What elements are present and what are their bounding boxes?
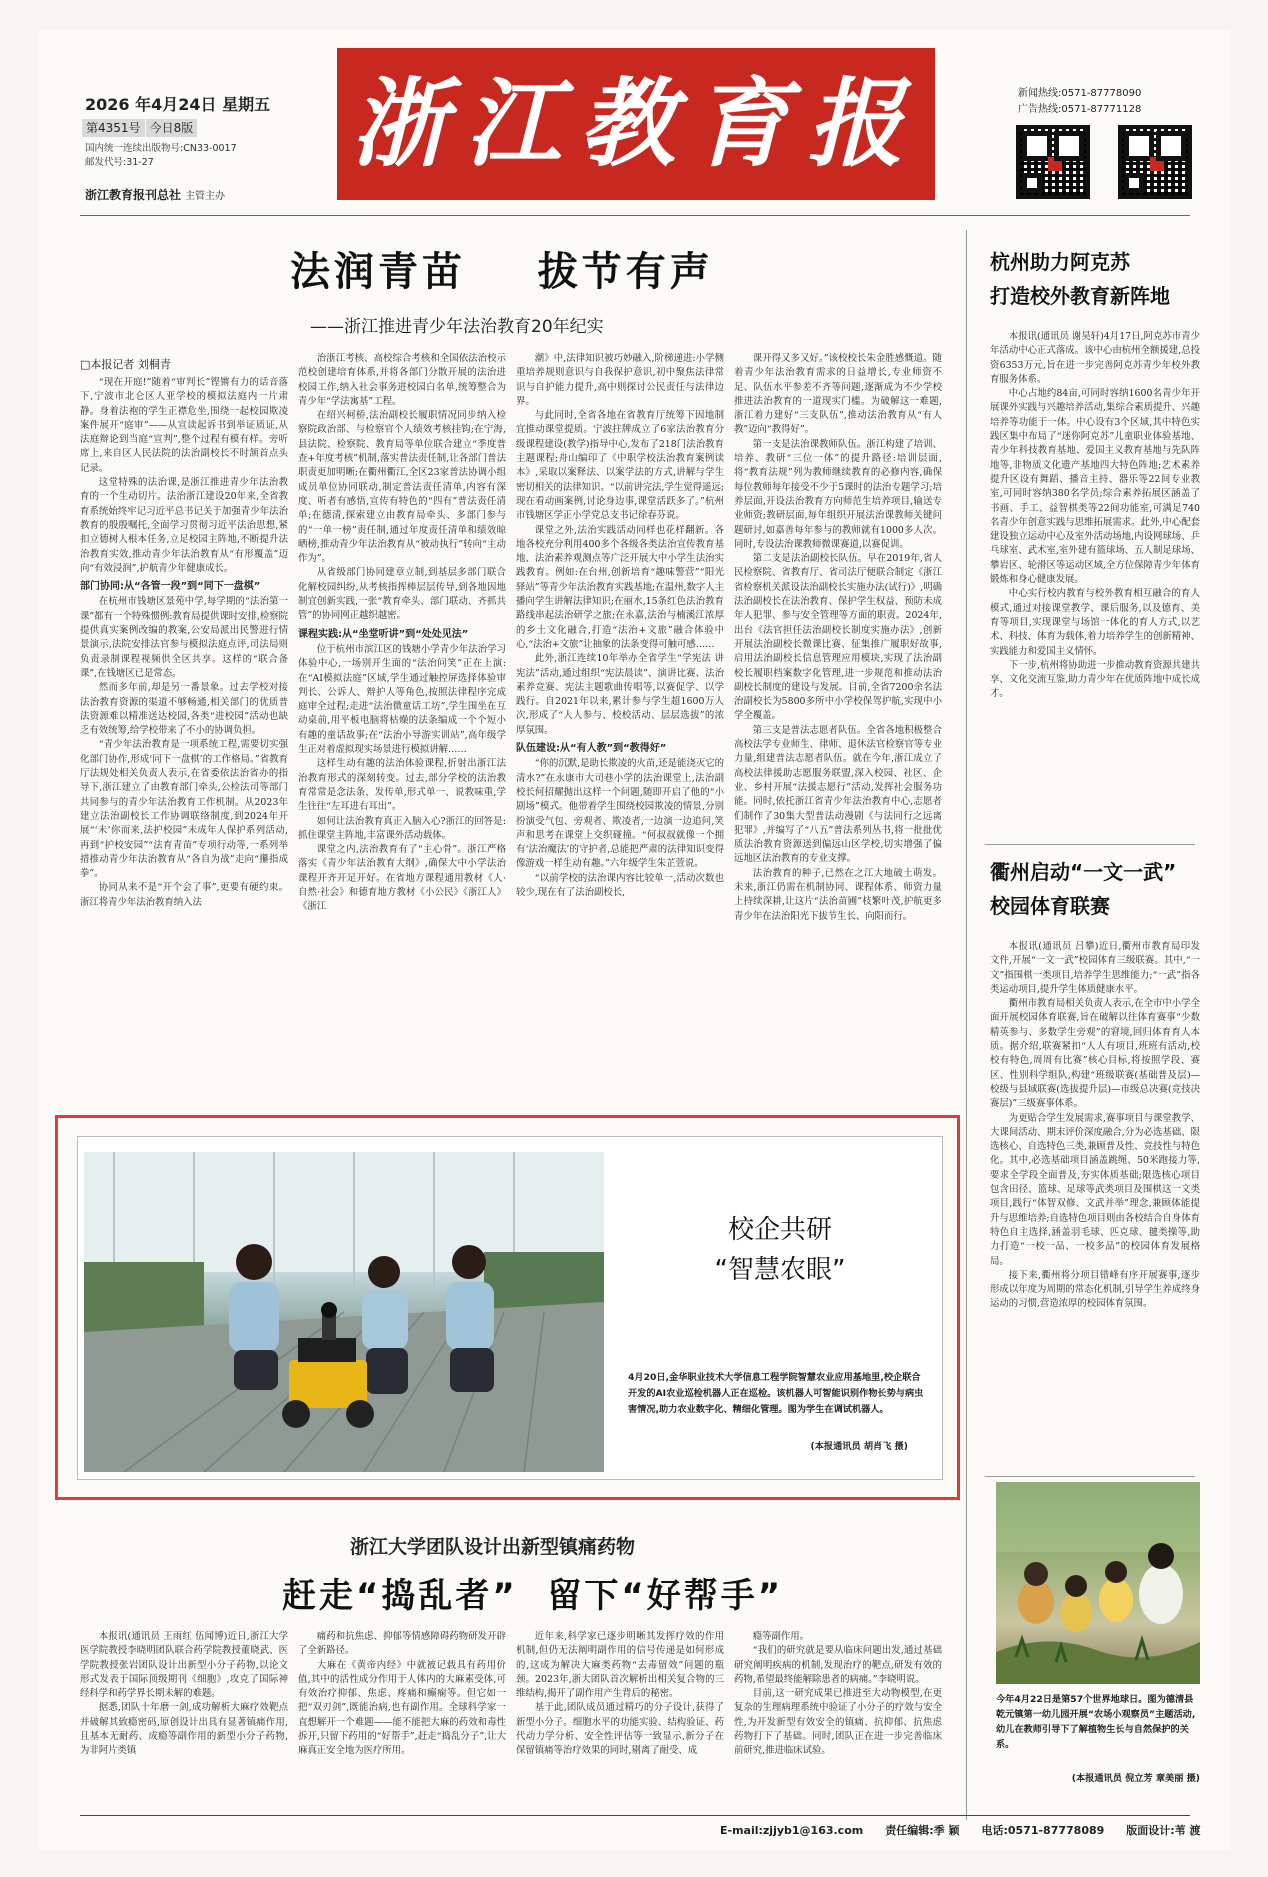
paragraph: 为更贴合学生发展需求,赛事项目与课堂教学、大课间活动、期末评价深度融合,分为必选基础、限选核心、自选特色三类,兼顾普及性、竞技性与特色化。其中,必选基础项目涵盖跳绳、50米跑接力等,要求全学段全面普及,夯实体质基础;限选核心项目包含田径、篮球、足球等武类项目及围棋这一文类项目,践行“体智双修、文武并举”理念,兼顾体能提升与思维培养;自选特色项目则由各校结合自身体育特色自主选择,涵盖羽毛球、匹克球、毽类操等,助力打造“一校一品、一校多品”的校园体育发展格局。	[990, 1112, 1200, 1267]
news-hotline: 新闻热线:0571-87778090	[1018, 88, 1142, 99]
paragraph: 接下来,衢州将分项目错峰有序开展赛事,逐步形成以年度为周期的常态化机制,引导学生养成终身运动的习惯,营造浓厚的校园体育氛围。	[990, 1269, 1200, 1310]
paragraph: 课堂之内,法治教育有了“主心骨”。浙江严格落实《青少年法治教育大纲》,确保大中小学法治课程开齐开足开好。在省地方课程通用教材《人·自然·社会》和德育地方教材《小公民》《浙江人》《浙江	[298, 844, 506, 913]
paragraph: 痛药和抗焦虑、抑郁等情感障碍药物研发开辟了全新路径。	[298, 1631, 506, 1657]
paragraph: “青少年法治教育是一项系统工程,需要切实强化部门协作,形成‘同下一盘棋’的工作格局。”省教育厅法规处相关负责人表示,在省委依法治省办的指导下,浙江建立了由教育部门牵头,公检法司等部门共同参与的青少年法治教育工作机制。从2023年建立法治副校长工作协调联络制度,到2024年开展“‘未’你而来,法护校园”未成年人保护系列活动,再到“护校安园”“法育青苗”专项行动等,一系列举措推动青少年法治教育从“各自为战”走向“攥指成拳”。	[80, 739, 288, 880]
publisher-name: 浙江教育报刊总社	[85, 188, 182, 202]
publisher-role: 主管主办	[185, 191, 226, 202]
section-heading: 课程实践:从“坐堂听讲”到“处处见法”	[298, 628, 469, 640]
feature-title-line-1: 校企共研	[727, 1215, 832, 1245]
footer-email[interactable]: E-mail:zjjyb1@163.com	[720, 1824, 864, 1837]
sidebar-story2-headline-1: 衢州启动“一文一武”	[990, 860, 1177, 884]
paragraph: 这样生动有趣的法治体验课程,折射出浙江法治教育形式的深刻转变。过去,部分学校的法治教育常常是念法条、发传单,形式单一、说教味重,学生往往“左耳进右耳出”。	[298, 758, 506, 813]
story3-column-2	[298, 1630, 506, 1805]
paragraph: 与此同时,全省各地在省教育厅统筹下因地制宜推动课堂提质。宁波拄牌成立了6家法治教育分级课程建设(教学)指导中心,发布了218门法治教育主题课程;舟山编印了《中职学校法治教育案例读本》,采取以案释法、以案学法的方式,讲解与学生密切相关的法律知识。“以前讲完法,学生觉得遥远;现在看动画案例,讨论身边事,课堂活跃多了。”杭州市钱塘区学正小学党总支书记徐春芬说。	[516, 410, 724, 522]
cn-number: 国内统一连续出版物号:CN33-0017	[85, 143, 237, 154]
sidebar-story1-headline-1: 杭州助力阿克苏	[990, 250, 1130, 274]
paragraph: 本报讯(通讯员 吕攀)近日,衢州市教育局印发文件,开展“一文一武”校园体育三级联赛。其中,“一文”指围棋一类项目,培养学生思维能力;“一武”指各类运动项目,提升学生体质健康水平。	[990, 941, 1200, 995]
story3-column-3	[516, 1630, 724, 1805]
section-heading: 部门协同:从“各管一段”到“同下一盘棋”	[80, 581, 261, 593]
paragraph: 法治教育的种子,已然在之江大地破土萌发。未来,浙江仍需在机制协同、课程体系、师资力量上持续深耕,让这片“法治苗圃”枝繁叶茂,护航更多青少年在法治阳光下拔节生长、向阳而行。	[734, 867, 942, 922]
story3-column-4	[734, 1630, 942, 1805]
sidebar-divider	[966, 230, 967, 1820]
sidebar-story1-body	[990, 330, 1200, 840]
masthead-divider	[80, 215, 1190, 216]
paragraph: 课开得又多又好。”该校校长朱金胜感慨道。随着青少年法治教育需求的日益增长,专业师资不足、队伍水平参差不齐等问题,逐渐成为不少学校推进法治教育的一道现实门槛。为破解这一难题,浙江着力建好“三支队伍”,推动法治教育从“有人教”迈向“教得好”。	[734, 353, 942, 436]
story3-kicker: 浙江大学团队设计出新型镇痛药物	[350, 1536, 636, 1558]
paragraph: 大麻在《黄帝内经》中就被记载具有药用价值,其中的活性成分作用于人体内的大麻素受体,可有效治疗抑郁、焦虑、疼痛和癫痫等。但它如一把“双刃剑”,既能治病,也有副作用。全球科学家一直想解开一个难题——能不能把大麻的药效和毒性拆开,只留下药用的“好帮手”,赶走“捣乱分子”,让大麻真正安全地为医疗所用。	[298, 1659, 506, 1757]
paragraph: 近年来,科学家已逐步明晰其发挥疗效的作用机制,但仍无法阐明副作用的信号传递是如何形成的,这成为解决大麻类药物“去毒留效”问题的瓶颈。2023年,浙大团队首次解析出相关复合物的三维结构,揭开了副作用产生背后的秘密。	[516, 1631, 724, 1700]
feature-title-line-2: “智慧农眼”	[714, 1255, 846, 1285]
footer-designer: 版面设计:苇 渡	[1126, 1824, 1201, 1837]
paragraph: 然而多年前,却是另一番景象。过去学校对接法治教育资源的渠道不够畅通,相关部门的优质普法资源难以精准送达校园,各类“进校园”活动也缺乏有效统筹,给学校带来了不小的协调负担。	[80, 682, 288, 737]
paragraph: 据悉,团队十年磨一剑,成功解析大麻疗效靶点并破解其致瘾密码,原创设计出具有显著镇痛作用,且基本无耐药、成瘾等副作用的新型小分子药物,为非阿片类镇	[80, 1702, 288, 1757]
qr-code-icon[interactable]	[1016, 125, 1090, 199]
paragraph: 课堂之外,法治实践活动同样也花样翻新。各地各校充分利用400多个各级各类法治宣传教育基地、法治素养观测点等广泛开展大中小学生法治实践教育。例如:在台州,创新培育“趣味警营”“阳光驿站”等青少年法治教育实践基地;在温州,数字人主播向学生讲解法律知识;在丽水,15条红色法治教育路线串起法治研学之旅;在永嘉,法治与楠溪江浓厚的乡土文化融合,打造“法治+文旅”融合体验中心,“法治+文旅”让抽象的法条变得可触可感……	[516, 524, 724, 650]
publisher	[85, 186, 225, 203]
paragraph: 第三支是普法志愿者队伍。全省各地积极整合高校法学专业师生、律师、退休法官检察官等专业力量,组建普法志愿者队伍。就在今年,浙江成立了高校法律援助志愿服务联盟,深入校园、社区、企业、乡村开展“法援志愿行”活动,发挥社会服务功能。同时,依托浙江省青少年法治教育中心,志愿者们制作了30集大型普法动漫剧《与法同行之远离犯罪》,并编写了“八五”普法系列丛书,将一批批优质法治教育资源送到偏远山区学校,切实增强了偏远地区法治教育的专业支撑。	[734, 724, 942, 865]
paragraph: 中心占地约84亩,可同时容纳1600名青少年开展课外实践与兴趣培养活动,集综合素质提升、兴趣培养等功能于一体。中心设有3个区域,其中特色实践区集中布局了“迷你阿克苏”儿童职业体验基地、青少年科技教育基地、爱国主义教育基地与先队阵地等,非物质文化遗产基地四大特色阵地;艺术素养提升区设有舞蹈、播音主持、器乐等22间专业教室,可同时容纳380名学员;综合素养拓展区涵盖了书画、手工、益智棋类等22间功能室,可满足740名青少年创意实践与思维拓展需求。此外,中心配套建设独立运动中心及室外活动场地,内设网球场、乒乓球室、武术室,室外建有篮球场、五人制足球场、攀岩区、轮滑区等运动区域,全方位保障青少年体育锻炼和身心健康发展。	[990, 388, 1200, 586]
paragraph: 协同从来不是“开个会了事”,更要有硬约束。浙江将青少年法治教育纳入法	[80, 882, 288, 908]
newspaper-logo: 浙江教育报	[337, 48, 935, 200]
sidebar-story1-headline-2: 打造校外教育新阵地	[990, 284, 1170, 308]
paragraph: 目前,这一研究成果已推进至大动物模型,在更复杂的生理病理系统中验证了小分子的疗效与安全性,为开发新型有效安全的镇痛、抗抑郁、抗焦虑药物打下了基础。同时,团队正在进一步完善临床前研究,推进临床试验。	[734, 1688, 942, 1757]
feature-caption: 4月20日,金华职业技术大学信息工程学院智慧农业应用基地里,校企联合开发的AI农业巡检机器人正在巡检。该机器人可智能识别作物长势与病虫害情况,助力农业数字化、精细化管理。图为学生在调试机器人。	[628, 1372, 924, 1415]
lead-headline: 法润青苗 拔节有声	[290, 249, 714, 295]
footer-phone: 电话:0571-87778089	[981, 1824, 1105, 1837]
ad-hotline: 广告热线:0571-87771128	[1018, 104, 1142, 115]
earth-day-credit: (本报通讯员 倪立芳 章美丽 摄)	[1071, 1773, 1200, 1784]
paragraph: 这堂特殊的法治课,是浙江推进青少年法治教育的一个生动切片。法治浙江建设20年来,全省教育系统始终牢记习近平总书记关于加强青少年法治教育的殷殷嘱托,全面学习贯彻习近平法治思想,紧扣立德树人根本任务,立足校园主阵地,不断提升法治教育实效,推动青少年法治教育从“有形覆盖”迈向“有效浸润”,护航青少年健康成长。	[80, 477, 288, 574]
paragraph: 从省级部门协同建章立制,到基层多部门联合化解校园纠纷,从考核指挥棒层层传导,到各地因地制宜创新实践,一张“教育牵头、部门联动、齐抓共管”的协同网正越织越密。	[298, 567, 506, 622]
earth-day-photo-illustration	[996, 1482, 1200, 1684]
paragraph: 第二支是法治副校长队伍。早在2019年,省人民检察院、省教育厅、省司法厅便联合制定《浙江省检察机关派设法治副校长实施办法(试行)》,明确法治副校长在法治教育、保护学生权益、预防未成年人犯罪、参与安全管理等方面的职责。2024年,出台《法官担任法治副校长制度实施办法》,创新开展法治副校长微课比赛、征集推广履职好故事,启用法治副校长信息管理应用模块,实现了法治副校长履职档案数字化管理,进一步规范和推动法治副校长制度的建设与发展。目前,全省7200余名法治副校长为5800多所中小学校保驾护航,实现中小学全覆盖。	[734, 553, 942, 722]
page-count: 今日8版	[146, 119, 198, 137]
section-heading: 队伍建设:从“有人教”到“教得好”	[516, 743, 667, 755]
lead-column-2	[298, 352, 506, 1112]
paragraph: 如何让法治教育真正入脑入心?浙江的回答是:抓住课堂主阵地,丰富课外活动载体。	[298, 815, 506, 841]
sidebar-story2-headline-2: 校园体育联赛	[990, 894, 1110, 918]
paragraph: 瘾等副作用。	[752, 1631, 810, 1642]
lead-byline: □本报记者 刘桐青	[80, 358, 171, 371]
issue-number: 第4351号	[82, 119, 145, 137]
lead-subheadline: ——浙江推进青少年法治教育20年纪实	[310, 317, 604, 337]
paragraph: 治浙江考核、高校综合考核和全国依法治校示范校创建培育体系,并将各部门分散开展的法治进校园工作,纳入社会事务进校园白名单,统筹整合为青少年“学法寓基”工程。	[298, 353, 506, 407]
footer-rule	[80, 1815, 1190, 1816]
paragraph: “以前学校的法治课内容比较单一,活动次数也较少,现在有了法治副校长,	[516, 872, 724, 898]
earth-day-photo[interactable]	[996, 1482, 1200, 1684]
paragraph: 潮》中,法律知识被巧妙融入,阶梯递进:小学侧重培养规则意识与自我保护意识,初中聚焦法律常识与自护能力提升,高中则探讨公民责任与法律边界。	[516, 353, 724, 407]
paragraph: “你的沉默,是助长欺凌的火苗,还是能浇灭它的清水?”在永康市大司巷小学的法治课堂上,法治副校长何招耀抛出这样一个问题,随即开启了他的“小剧场”模式。他带着学生围绕校园欺凌的情景,分别扮演受气包、旁观者、欺凌者,一边演一边追问,笑声和思考在课堂上交织碰撞。“何叔叔就像一个拥有‘法治魔法’的守护者,总能把严肃的法律知识变得像游戏一样生动有趣。”六年级学生朱芷萱说。	[516, 758, 724, 870]
paragraph: 本报讯(通讯员 谢昊轩)4月17日,阿克苏市青少年活动中心正式落成。该中心由杭州全额援建,总投资6353万元,旨在进一步完善阿克苏青少年校外教育服务体系。	[990, 331, 1200, 385]
sidebar-divider-2	[985, 1476, 1195, 1477]
paragraph: 下一步,杭州将协助进一步推动教育资源共建共享、文化交流互鉴,助力青少年在优质阵地中成长成才。	[990, 659, 1200, 700]
lead-column-4	[734, 352, 942, 1112]
story3-column-1	[80, 1630, 288, 1805]
paragraph: 第一支是法治课教师队伍。浙江构建了培训、培养、教研“三位一体”的提升路径:培训层面,将“教育法规”列为教师继续教育的必修内容,确保每位教师每年接受不少于5课时的法治专题学习;培养层面,开设法治教育方向师范生培养项目,输送专业师资;教研层面,每年组织开展法治课教师关键问题研讨,如嘉善每年参与的教师就有1000多人次。同时,专设法治课教师微课赛道,以赛促训。	[734, 438, 942, 550]
sidebar-divider-1	[985, 844, 1195, 845]
paragraph: “我们的研究就是要从临床问题出发,通过基础研究阐明疾病的机制,发现治疗的靶点,研发有效的药物,希望最终能解除患者的病痛。”李晓明说。	[734, 1645, 942, 1685]
paragraph: 此外,浙江连续10年举办全省学生“学宪法 讲宪法”活动,通过组织“宪法晨读”、演讲比赛、法治素养竞赛、宪法主题歌曲传唱等,以赛促学、以学践行。自2021年以来,累计参与学生超1600万人次,形成了“人人参与、校校活动、层层选拔”的浓厚氛围。	[516, 653, 724, 736]
story3-headline: 赶走“捣乱者” 留下“好帮手”	[282, 1576, 784, 1616]
sidebar-story2-body	[990, 940, 1200, 1470]
paragraph: “现在开庭!”随着“审判长”铿锵有力的话音落下,宁波市北仑区人亚学校的模拟法庭内一片肃静。身着法袍的学生正襟危坐,围绕一起校园欺凌案件展开“庭审”——从宣读起诉书到举证质证,从法庭辩论到当庭“宣判”,整个过程有模有样。旁听席上,来自区人民法院的法治副校长不时颔首点头记录。	[80, 377, 288, 474]
paragraph: 基于此,团队成员通过精巧的分子设计,获得了新型小分子。细胞水平的功能实验、结构验证、药代动力学分析、安全性评估等一致显示,新分子在保留镇痛等治疗效果的同时,剔离了耐受、成	[516, 1702, 724, 1757]
paragraph: 中心实行校内教育与校外教育相互融合的育人模式,通过对接课堂教学、课后服务,以及德育、美育等项目,实现课堂与场馆一体化的育人方式,以艺术、科技、体育为载体,着力培养学生的创新精神、实践能力和爱国主义情怀。	[990, 588, 1200, 657]
paragraph: 本报讯(通讯员 王雨红 伍闻博)近日,浙江大学医学院教授李晓明团队联合药学院教授董晓武、医学院教授张岩团队设计出新型小分子药物,以论文形式发表于国际顶级期刊《细胞》,攻克了国际神经科学和药学界长期未解的难题。	[80, 1631, 288, 1700]
feature-credit: (本报通讯员 胡肖飞 摄)	[810, 1441, 908, 1452]
lead-column-1	[80, 376, 288, 1112]
postal-code: 邮发代号:31-27	[85, 157, 154, 168]
lead-column-3	[516, 352, 724, 1112]
paragraph: 在绍兴柯桥,法治副校长履职情况同步纳入检察院政治部、与检察官个人绩效考核挂钩;在宁海,县法院、检察院、教育局等单位联合建立“季度普查+年度考核”机制,落实普法责任制,让各部门普法职责更加明晰;在衢州衢江,全区23家普法协调小组成员单位协同联动,制定普法责任清单,内容有深度、听者有感悟,宣传有特色的“四有”普法责任清单;在德清,探索建立由教育局牵头、多部门参与的“一单一榜”责任制,通过年度责任清单和绩效晾晒榜,推动青少年法治教育从“被动执行”转向“主动作为”。	[298, 410, 506, 565]
robot-photo[interactable]	[84, 1152, 604, 1472]
issue-date: 2026 年4月24日 星期五	[85, 95, 271, 114]
earth-day-caption: 今年4月22日是第57个世界地球日。图为德清县乾元镇第一幼儿园开展“农场小观察员”主题活动,幼儿在教师引导下了解植物生长与自然保护的关系。	[996, 1694, 1196, 1750]
footer	[720, 1822, 1201, 1838]
paragraph: 位于杭州市滨江区的钱塘小学青少年法治学习体验中心,一场别开生面的“法治问笑”正在上演:在“AI模拟法庭”区域,学生通过触控屏选择体验审判长、公诉人、辩护人等角色,按照法律程序完成庭审全过程;走进“法治微童话工坊”,学生围坐在互动桌前,用平板电脑将枯燥的法条编成一个个短小有趣的童话故事;在“法治小导游实训站”,高年级学生正对着虚拟现实场景进行模拟讲解……	[298, 643, 506, 756]
paragraph: 在杭州市钱塘区景苑中学,每学期的“法治第一课”都有一个特殊惯例:教育局提供课时安排,检察院提供真实案例改编的教案,公安局派出民警进行情景演示,法院安排法官参与模拟法庭点评,司法局则负责录制课程视频供全区共享。这样的“联合备课”,在钱塘区已是常态。	[80, 596, 288, 679]
paragraph: 衢州市教育局相关负责人表示,在全市中小学全面开展校园体育联赛,旨在破解以往体育赛事“少数精英参与、多数学生旁观”的窘境,回归体育育人本质。据介绍,联赛紧扣“人人有项目,班班有活动,校校有特色,周周有比赛”核心目标,将按照学段、赛区、性别科学组队,构建“班级联赛(基础普及层)—校级与县域联赛(选拔提升层)—市级总决赛(竞技决赛层)”三级赛事体系。	[990, 998, 1200, 1110]
issue-bar	[82, 117, 282, 136]
qr-code-icon[interactable]	[1118, 125, 1192, 199]
footer-editor: 责任编辑:季 颖	[885, 1824, 960, 1837]
robot-photo-illustration	[84, 1152, 604, 1472]
